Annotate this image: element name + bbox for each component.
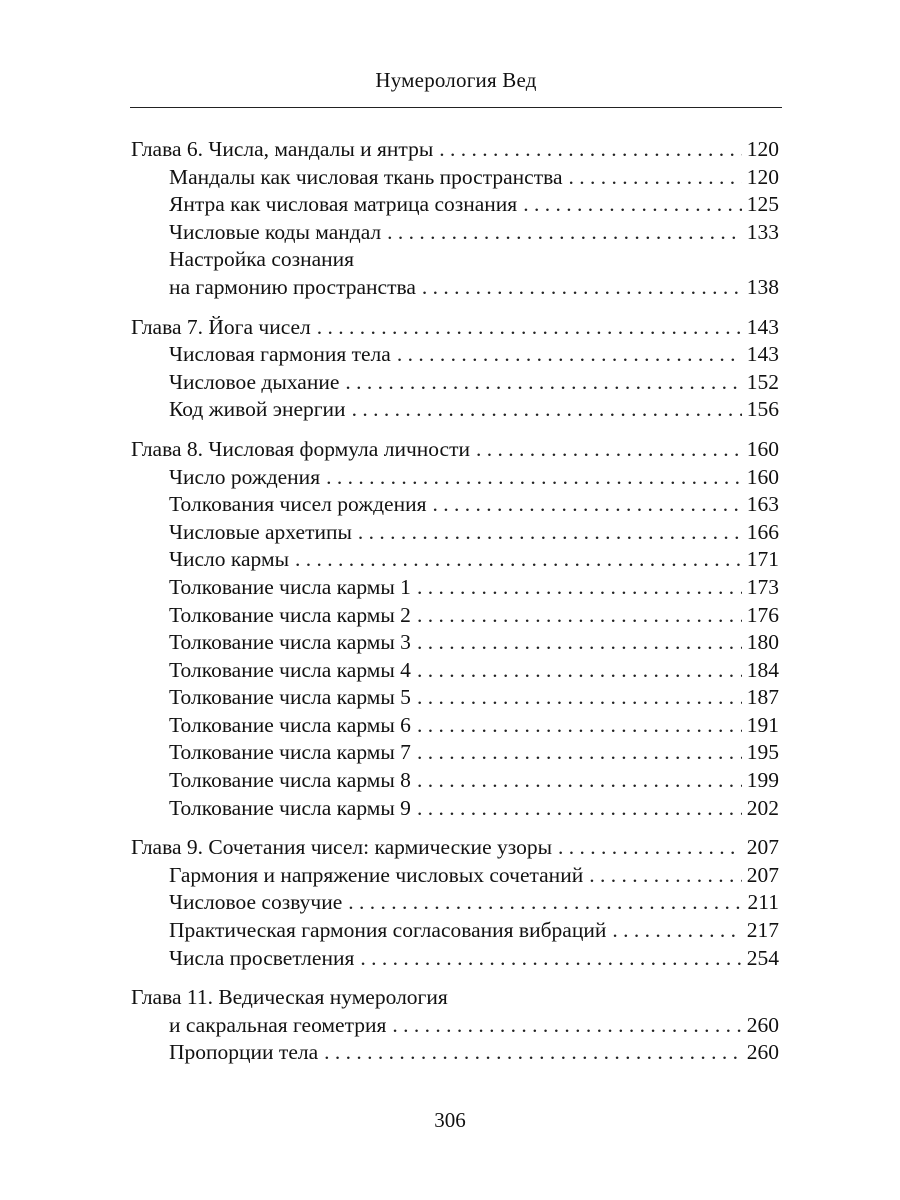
header-rule (130, 107, 782, 108)
toc-section-entry[interactable] (131, 491, 779, 519)
dot-leader (345, 369, 741, 397)
page-number: 306 (434, 1108, 466, 1132)
dot-leader (476, 436, 742, 464)
toc-entry-title: Толкование числа кармы 4 (169, 657, 411, 682)
toc-page-number: 260 (746, 1012, 779, 1037)
toc-entry-title: Код живой энергии (169, 397, 346, 422)
toc-page-number: 211 (747, 890, 779, 915)
toc-section-entry[interactable] (131, 574, 779, 602)
dot-leader (439, 136, 741, 164)
dot-leader (358, 519, 742, 547)
toc-entry-title: Глава 8. Числовая формула личности (131, 436, 470, 461)
toc-chapter-entry[interactable] (131, 984, 779, 1039)
dot-leader (612, 917, 741, 945)
toc-section-entry[interactable] (131, 246, 779, 301)
toc-chapter-entry[interactable] (131, 436, 779, 464)
dot-leader (417, 767, 742, 795)
toc-entry-title: Настройка сознания (169, 247, 355, 272)
toc-entry-title: Практическая гармония согласования вибраций (169, 918, 607, 943)
toc-entry-title: Число кармы (169, 547, 290, 572)
toc-chapter-group (131, 984, 779, 1067)
toc-section-entry[interactable] (131, 396, 779, 424)
toc-section-entry[interactable] (131, 684, 779, 712)
toc-page-number: 171 (746, 547, 779, 572)
toc-page-number: 120 (746, 164, 779, 189)
toc-section-entry[interactable] (131, 546, 779, 574)
toc-page-number: 163 (746, 492, 779, 517)
dot-leader (352, 396, 742, 424)
toc-chapter-group (131, 136, 779, 302)
toc-page-number: 260 (746, 1040, 779, 1065)
toc-section-entry[interactable] (131, 657, 779, 685)
toc-page-number: 120 (746, 137, 779, 161)
toc-chapter-group (131, 436, 779, 822)
toc-section-entry[interactable] (131, 767, 779, 795)
dot-leader (324, 1039, 742, 1067)
toc-entry-title: Гармония и напряжение числовых сочетаний (169, 862, 584, 887)
dot-leader (392, 1012, 741, 1040)
toc-page-number: 156 (746, 397, 779, 422)
toc-section-entry[interactable] (131, 1039, 779, 1067)
dot-leader (558, 834, 742, 862)
dot-leader (417, 712, 742, 740)
toc-entry-title: Толкование числа кармы 6 (169, 712, 411, 737)
toc-entry-title: Толкование числа кармы 5 (169, 685, 411, 710)
dot-leader (417, 739, 742, 767)
toc-section-entry[interactable] (131, 917, 779, 945)
dot-leader (569, 164, 742, 192)
toc-entry-title: Янтра как числовая матрица сознания (169, 192, 518, 217)
table-of-contents (131, 136, 779, 1079)
toc-section-entry[interactable] (131, 889, 779, 917)
toc-page-number: 195 (746, 740, 779, 765)
toc-page-number: 187 (746, 685, 779, 710)
toc-chapter-entry[interactable] (131, 834, 779, 862)
toc-entry-title: Числовые архетипы (169, 519, 352, 544)
toc-entry-title: Толкование числа кармы 7 (169, 740, 411, 765)
toc-entry-title: и сакральная геометрия (169, 1012, 387, 1037)
toc-page-number: 199 (746, 768, 779, 793)
toc-page-number: 254 (746, 945, 779, 970)
toc-entry-title: Толкование числа кармы 8 (169, 768, 411, 793)
toc-section-entry[interactable] (131, 629, 779, 657)
toc-page-number: 166 (746, 519, 779, 544)
dot-leader (295, 546, 742, 574)
toc-entry-title: Глава 7. Йога чисел (131, 314, 311, 339)
toc-page-number: 143 (746, 342, 779, 367)
dot-leader (387, 219, 742, 247)
toc-entry-title: Толкование числа кармы 3 (169, 630, 411, 655)
toc-entry-title: Толкование числа кармы 9 (169, 795, 411, 820)
toc-entry-title: Пропорции тела (169, 1040, 319, 1065)
toc-page-number: 217 (746, 918, 779, 943)
dot-leader (397, 341, 742, 369)
dot-leader (422, 274, 742, 302)
toc-page-number: 143 (746, 314, 779, 339)
toc-section-entry[interactable] (131, 945, 779, 973)
toc-page-number: 191 (746, 712, 779, 737)
toc-section-entry[interactable] (131, 341, 779, 369)
toc-entry-title: Глава 11. Ведическая нумерология (131, 985, 448, 1010)
toc-page-number: 160 (746, 436, 779, 461)
toc-entry-title: Числовые коды мандал (169, 219, 382, 244)
toc-chapter-group (131, 834, 779, 972)
dot-leader (417, 795, 742, 823)
toc-chapter-entry[interactable] (131, 314, 779, 342)
toc-page-number: 173 (746, 574, 779, 599)
toc-section-entry[interactable] (131, 739, 779, 767)
toc-page-number: 125 (746, 192, 779, 217)
toc-page-number: 176 (746, 602, 779, 627)
dot-leader (432, 491, 741, 519)
dot-leader (417, 657, 742, 685)
toc-entry-title: Числовая гармония тела (169, 342, 391, 367)
toc-entry-title: Число рождения (169, 464, 321, 489)
toc-entry-title: Глава 9. Сочетания чисел: кармические узоры (131, 835, 553, 860)
toc-page-number: 133 (746, 219, 779, 244)
toc-page-number: 138 (746, 274, 779, 299)
toc-page-number: 207 (746, 835, 779, 860)
toc-entry-title: Числовое дыхание (169, 369, 340, 394)
toc-entry-title: на гармонию пространства (169, 274, 416, 299)
dot-leader (417, 629, 742, 657)
toc-entry-title: Толкование числа кармы 1 (169, 574, 411, 599)
toc-chapter-group (131, 314, 779, 424)
toc-page-number: 152 (746, 369, 779, 394)
dot-leader (326, 464, 742, 492)
toc-page-number: 160 (746, 464, 779, 489)
toc-page-number: 202 (746, 795, 779, 820)
running-title: Нумерология Вед (375, 68, 537, 92)
toc-section-entry[interactable] (131, 519, 779, 547)
dot-leader (417, 602, 742, 630)
toc-section-entry[interactable] (131, 464, 779, 492)
toc-section-entry[interactable] (131, 369, 779, 397)
toc-chapter-entry[interactable] (131, 136, 779, 164)
toc-entry-title: Числа просветления (169, 945, 355, 970)
dot-leader (348, 889, 742, 917)
toc-page-number: 184 (746, 657, 779, 682)
toc-section-entry[interactable] (131, 862, 779, 890)
dot-leader (589, 862, 742, 890)
dot-leader (417, 684, 742, 712)
toc-section-entry[interactable] (131, 602, 779, 630)
toc-entry-title: Глава 6. Числа, мандалы и янтры (131, 137, 434, 161)
dot-leader (360, 945, 741, 973)
toc-section-entry[interactable] (131, 164, 779, 192)
toc-entry-title: Мандалы как числовая ткань пространства (169, 164, 563, 189)
toc-section-entry[interactable] (131, 219, 779, 247)
toc-page-number: 180 (746, 630, 779, 655)
dot-leader (523, 191, 742, 219)
toc-section-entry[interactable] (131, 795, 779, 823)
toc-page-number: 207 (746, 862, 779, 887)
dot-leader (417, 574, 742, 602)
toc-entry-title: Толкования чисел рождения (169, 492, 427, 517)
toc-entry-title: Толкование числа кармы 2 (169, 602, 411, 627)
dot-leader (317, 314, 742, 342)
toc-entry-title: Числовое созвучие (169, 890, 343, 915)
toc-section-entry[interactable] (131, 191, 779, 219)
toc-section-entry[interactable] (131, 712, 779, 740)
